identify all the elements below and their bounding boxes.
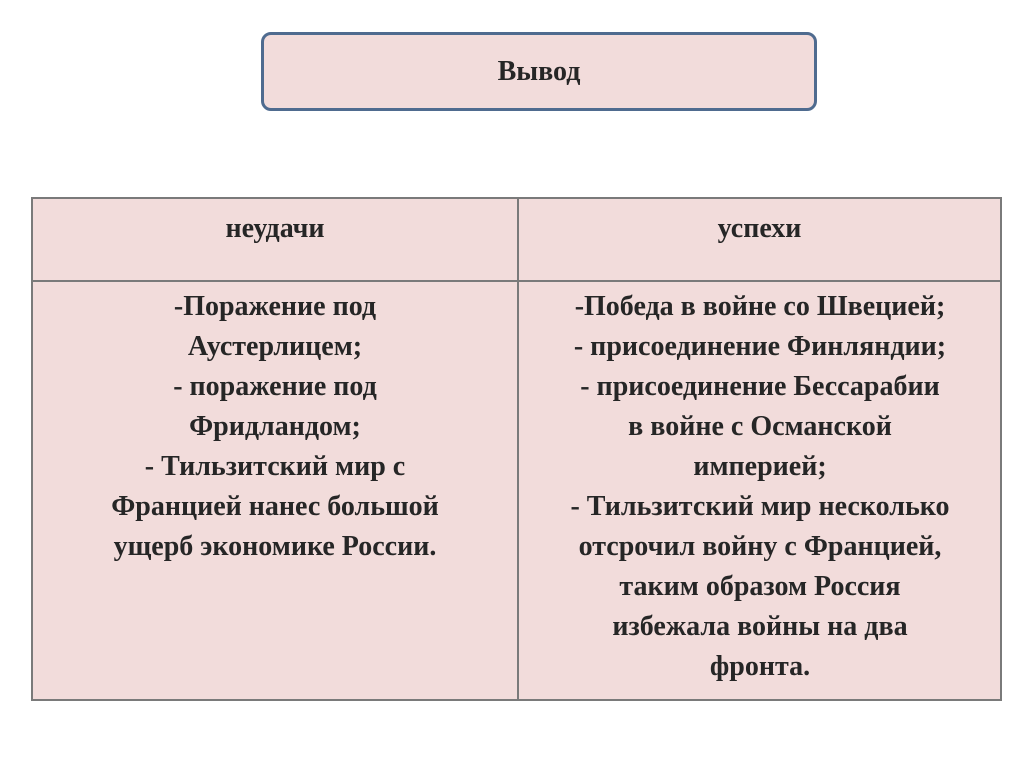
successes-line: фронта. [709,651,811,682]
title-box [261,32,817,111]
header-successes: успехи [717,213,802,244]
successes-line: отсрочил войну с Францией, [578,531,942,562]
successes-line: - присоединение Бессарабии [580,371,940,402]
successes-cell [525,287,995,687]
successes-line: в войне с Османской [628,411,892,442]
successes-line: избежала войны на два [612,611,908,642]
successes-line: империей; [693,451,827,482]
successes-line: -Победа в войне со Швецией; [574,291,946,322]
header-failures: неудачи [225,213,325,244]
successes-line: - Тильзитский мир несколько [570,491,950,522]
successes-line: таким образом Россия [619,571,901,602]
failures-line: - поражение под [173,371,377,402]
comparison-table [31,197,1002,701]
failures-line: Фридландом; [189,411,361,442]
failures-line: ущерб экономике России. [113,531,437,562]
header-divider [33,280,1000,282]
failures-cell [41,287,509,567]
slide-title: Вывод [497,55,581,87]
failures-line: Францией нанес большой [111,491,439,522]
failures-line: Аустерлицем; [187,331,363,362]
failures-line: -Поражение под [173,291,377,322]
column-divider [517,199,519,699]
failures-line: - Тильзитский мир с [144,451,406,482]
successes-line: - присоединение Финляндии; [573,331,947,362]
